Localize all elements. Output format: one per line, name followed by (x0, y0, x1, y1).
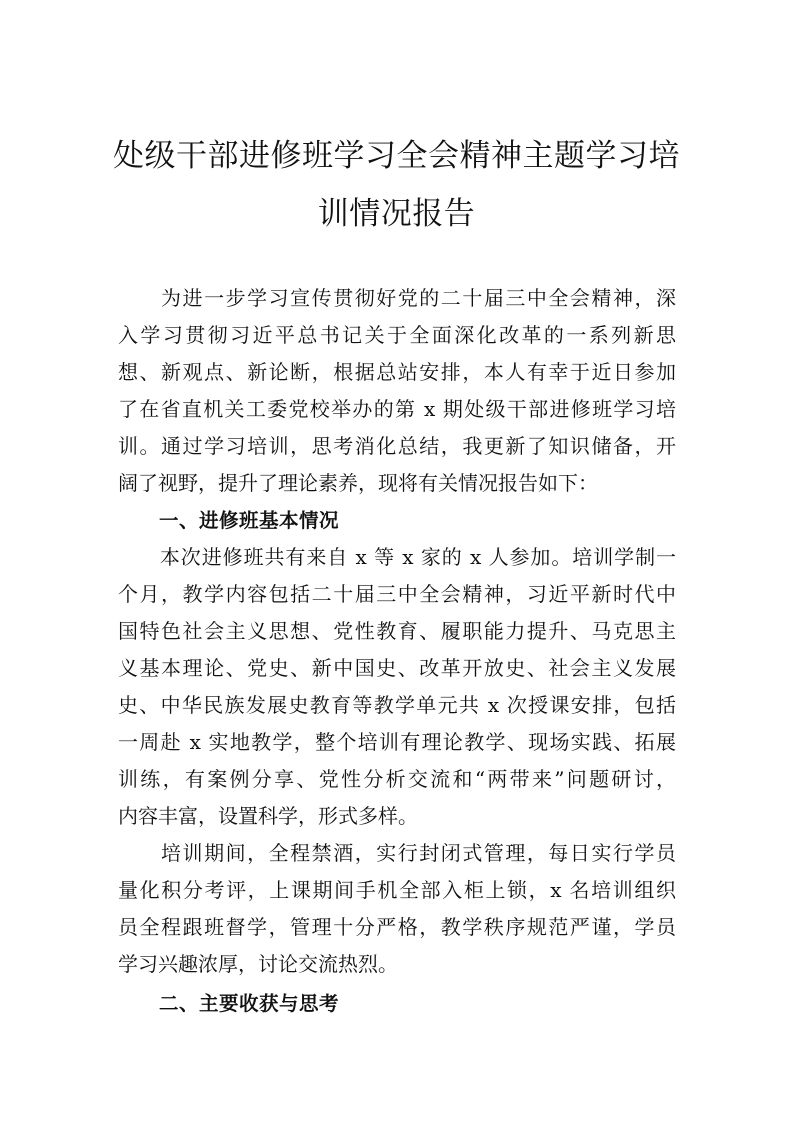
paragraph-3-line: 学习兴趣浓厚，讨论交流热烈。 (118, 952, 398, 976)
paragraph-2-line: 内容丰富，设置科学，形式多样。 (118, 804, 418, 828)
paragraph-1-line: 入学习贯彻习近平总书记关于全面深化改革的一系列新思 (118, 323, 676, 347)
paragraph-3-line: 员全程跟班督学，管理十分严格，教学秩序规范严谨，学员 (118, 915, 676, 939)
paragraph-1-line: 阔了视野，提升了理论素养，现将有关情况报告如下： (118, 471, 598, 495)
document-title-line-2: 训情况报告 (317, 196, 476, 232)
paragraph-1-line: 了在省直机关工委党校举办的第 x 期处级干部进修班学习培 (118, 397, 676, 421)
paragraph-1-line: 训。通过学习培训，思考消化总结，我更新了知识储备，开 (118, 434, 676, 458)
paragraph-2-line: 史、中华民族发展史教育等教学单元共 x 次授课安排，包括 (118, 693, 676, 717)
paragraph-2-line: 个月，教学内容包括二十届三中全会精神，习近平新时代中 (118, 582, 676, 606)
paragraph-1-line: 想、新观点、新论断，根据总站安排，本人有幸于近日参加 (118, 360, 676, 384)
section-heading-2: 二、主要收获与思考 (159, 992, 340, 1015)
document-title-line-1: 处级干部进修班学习全会精神主题学习培 (113, 138, 680, 174)
paragraph-1-line: 为进一步学习宣传贯彻好党的二十届三中全会精神，深 (118, 286, 676, 310)
paragraph-2-line: 训练，有案例分享、党性分析交流和“两带来”问题研讨， (118, 767, 676, 791)
paragraph-2-line: 义基本理论、党史、新中国史、改革开放史、社会主义发展 (118, 656, 676, 680)
paragraph-2-line: 一周赴 x 实地教学，整个培训有理论教学、现场实践、拓展 (118, 730, 676, 754)
paragraph-3-line: 培训期间，全程禁酒，实行封闭式管理，每日实行学员 (118, 841, 676, 865)
paragraph-2-line: 国特色社会主义思想、党性教育、履职能力提升、马克思主 (118, 619, 676, 643)
paragraph-2-line: 本次进修班共有来自 x 等 x 家的 x 人参加。培训学制一 (118, 545, 676, 569)
paragraph-3-line: 量化积分考评，上课期间手机全部入柜上锁，x 名培训组织 (118, 878, 676, 902)
section-heading-1: 一、进修班基本情况 (159, 509, 340, 532)
